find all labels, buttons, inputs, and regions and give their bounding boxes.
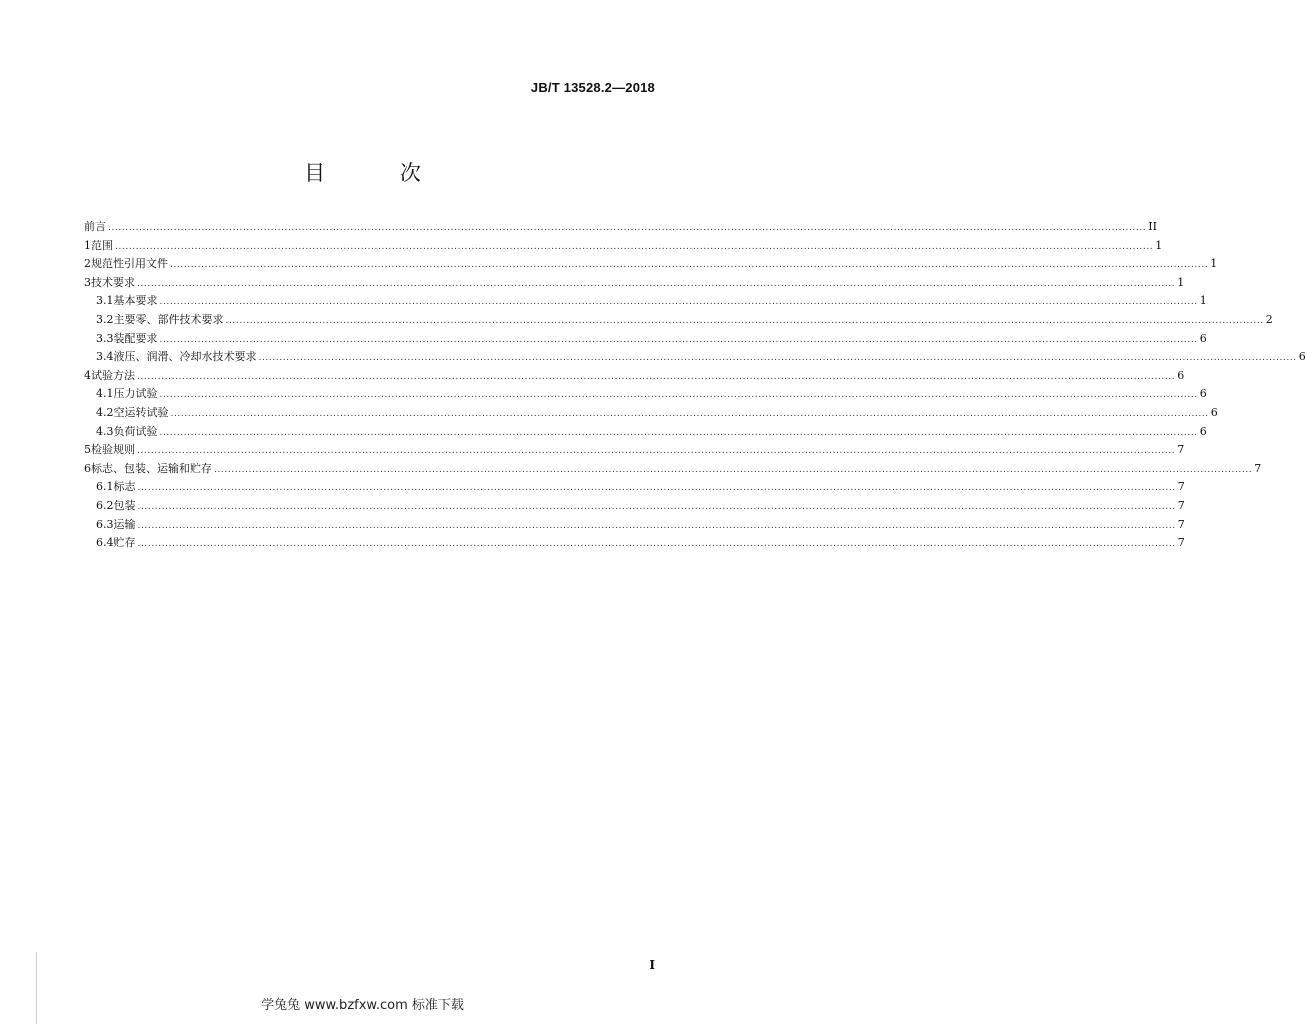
toc-entry-label: 范围	[91, 238, 113, 252]
toc-entry[interactable]	[84, 516, 1185, 535]
toc-entry-number: 4.3	[96, 424, 114, 438]
toc-entry[interactable]	[84, 348, 1306, 367]
toc-entry-page: 6	[1199, 387, 1207, 401]
toc-title: 目 次	[304, 161, 455, 185]
toc-entry-number: 6.3	[96, 517, 114, 531]
toc-leader-dots: ............................................................................................................................................................................................................................................................................................................	[137, 446, 1176, 457]
toc-entry[interactable]	[84, 237, 1163, 256]
toc-entry-number: 6	[84, 461, 91, 475]
toc-entry-number: 4.1	[96, 387, 114, 401]
toc-leader-dots: ............................................................................................................................................................................................................................................................................................................	[258, 353, 1297, 364]
toc-entry-page: 1	[1210, 257, 1218, 271]
toc-entry-label: 主要零、部件技术要求	[113, 312, 224, 326]
toc-leader-dots: ............................................................................................................................................................................................................................................................................................................	[115, 241, 1154, 252]
toc-leader-dots: ............................................................................................................................................................................................................................................................................................................	[137, 371, 1176, 382]
toc-entry[interactable]	[84, 255, 1218, 274]
toc-entry-label: 试验方法	[91, 368, 135, 382]
toc-leader-dots: ............................................................................................................................................................................................................................................................................................................	[137, 520, 1176, 531]
toc-entry[interactable]	[84, 367, 1185, 386]
toc-entry-number: 4	[84, 368, 91, 382]
toc-leader-dots: ............................................................................................................................................................................................................................................................................................................	[159, 427, 1198, 438]
toc-entry[interactable]	[84, 404, 1218, 423]
toc-entry-label: 贮存	[113, 536, 136, 550]
toc-entry-page: 7	[1177, 443, 1185, 457]
toc-entry[interactable]	[84, 460, 1262, 479]
standard-number: JB/T 13528.2—2018	[530, 80, 655, 95]
toc-leader-dots: ............................................................................................................................................................................................................................................................................................................	[170, 260, 1209, 271]
toc-entry-page: 6	[1199, 424, 1207, 438]
toc-entry-page: 6	[1199, 331, 1207, 345]
toc-leader-dots: ............................................................................................................................................................................................................................................................................................................	[137, 501, 1176, 512]
toc-entry-page: 7	[1177, 498, 1185, 512]
toc-entry-label: 包装	[113, 498, 136, 512]
toc-entry[interactable]	[84, 385, 1207, 404]
toc-entry-page: 7	[1254, 461, 1262, 475]
toc-entry-number: 6.1	[96, 480, 114, 494]
toc-entry-label: 技术要求	[91, 275, 135, 289]
toc-entry-number: 6.2	[96, 498, 114, 512]
toc-entry-page: 7	[1177, 536, 1185, 550]
toc-entry-page: 6	[1210, 405, 1218, 419]
toc-entry-page: 1	[1177, 275, 1185, 289]
toc-entry-label: 空运转试验	[113, 405, 169, 419]
toc-leader-dots: ............................................................................................................................................................................................................................................................................................................	[225, 315, 1264, 326]
toc-leader-dots: ............................................................................................................................................................................................................................................................................................................	[137, 278, 1176, 289]
watermark-text: 学兔兔 www.bzfxw.com 标准下载	[261, 998, 464, 1013]
toc-entry[interactable]	[84, 292, 1207, 311]
toc-entry[interactable]	[84, 478, 1185, 497]
toc-entry-page: 2	[1265, 312, 1273, 326]
toc-entry-page: 1	[1199, 294, 1207, 308]
toc-leader-dots: ............................................................................................................................................................................................................................................................................................................	[170, 408, 1209, 419]
toc-leader-dots: ............................................................................................................................................................................................................................................................................................................	[159, 297, 1198, 308]
toc-leader-dots: ............................................................................................................................................................................................................................................................................................................	[137, 539, 1176, 550]
toc-entry-label: 基本要求	[113, 294, 158, 308]
toc-entry-number: 3	[84, 275, 91, 289]
toc-entry[interactable]	[84, 218, 1157, 237]
toc-entry[interactable]	[84, 534, 1185, 553]
toc-entry-label: 标志、包装、运输和贮存	[91, 461, 212, 475]
toc-entry[interactable]	[84, 441, 1185, 460]
toc-leader-dots: ............................................................................................................................................................................................................................................................................................................	[159, 390, 1198, 401]
toc-entry-number: 3.1	[96, 294, 114, 308]
toc-entry-label: 负荷试验	[113, 424, 158, 438]
toc-leader-dots: ............................................................................................................................................................................................................................................................................................................	[137, 483, 1176, 494]
toc-entry-number: 3.3	[96, 331, 114, 345]
toc-leader-dots: ............................................................................................................................................................................................................................................................................................................	[159, 334, 1198, 345]
toc-entry-page: II	[1148, 220, 1157, 233]
toc-entry-number: 5	[84, 443, 91, 457]
toc-entry-page: 7	[1177, 480, 1185, 494]
toc-entry[interactable]	[84, 423, 1207, 442]
toc-entry-label: 检验规则	[91, 443, 135, 457]
toc-entry[interactable]	[84, 497, 1185, 516]
toc-entry-number: 6.4	[96, 536, 114, 550]
toc-entry-label: 标志	[113, 480, 136, 494]
toc-entry-number: 2	[84, 257, 91, 271]
toc-entry-number: 4.2	[96, 405, 114, 419]
toc-entry-label: 运输	[113, 517, 136, 531]
toc-entry-number: 1	[84, 238, 91, 252]
toc-entry-number: 3.2	[96, 312, 114, 326]
toc-leader-dots: ............................................................................................................................................................................................................................................................................................................	[214, 464, 1253, 475]
toc-entry-label: 规范性引用文件	[91, 257, 168, 271]
toc-entry-label: 装配要求	[113, 331, 158, 345]
toc-entry-label: 前言	[84, 220, 106, 233]
toc-entry-page: 1	[1155, 238, 1163, 252]
toc-entry-label: 压力试验	[113, 387, 158, 401]
toc-entry-label: 液压、润滑、冷却水技术要求	[113, 350, 257, 364]
footer-page-number: I	[649, 958, 655, 972]
left-margin-rule	[36, 952, 37, 1024]
toc-entry-page: 6	[1298, 350, 1306, 364]
toc-leader-dots: ............................................................................................................................................................................................................................................................................................................	[108, 223, 1147, 233]
table-of-contents	[84, 218, 1306, 553]
toc-entry[interactable]	[84, 330, 1207, 349]
toc-entry[interactable]	[84, 311, 1273, 330]
toc-entry-page: 7	[1177, 517, 1185, 531]
toc-entry-page: 6	[1177, 368, 1185, 382]
toc-entry[interactable]	[84, 274, 1185, 293]
toc-entry-number: 3.4	[96, 350, 114, 364]
